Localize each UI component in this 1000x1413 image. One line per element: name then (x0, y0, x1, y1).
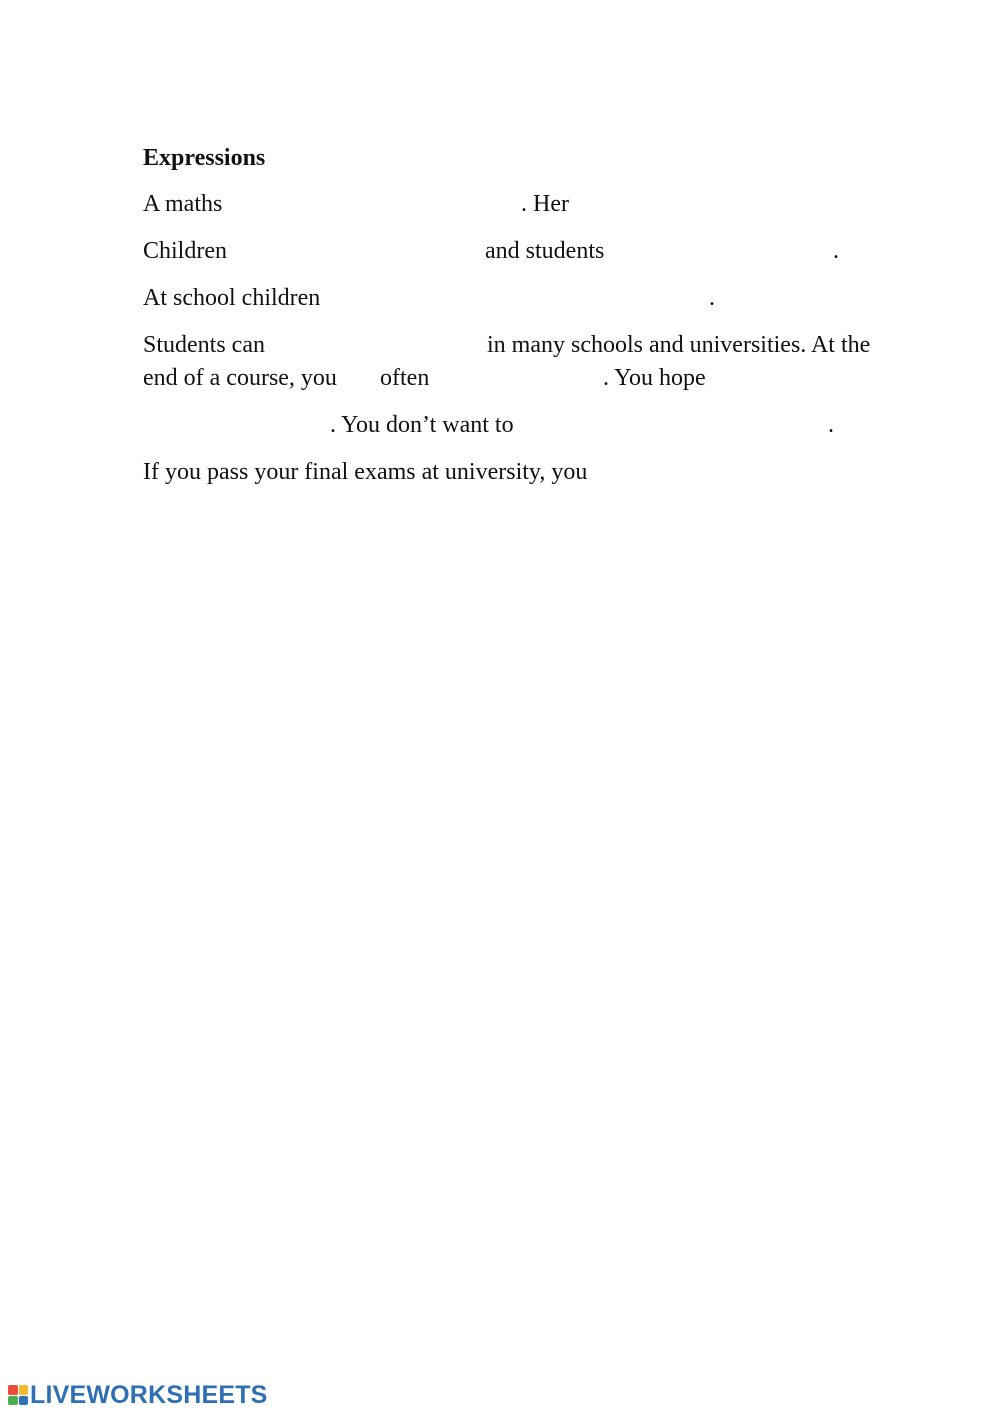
text-line-7 (143, 458, 587, 486)
text-segment: end of a course, you (143, 365, 337, 391)
text-segment: At school children (143, 285, 321, 311)
answer-blank[interactable] (238, 190, 516, 216)
text-segment: and students (485, 238, 605, 264)
answer-blank[interactable] (440, 364, 598, 390)
text-line-4 (143, 331, 265, 359)
answer-blank[interactable] (727, 364, 917, 390)
liveworksheets-logo-icon (8, 1385, 28, 1405)
answer-blank[interactable] (242, 237, 478, 263)
answer-blank[interactable] (624, 237, 828, 263)
text-line-2 (143, 237, 227, 265)
text-line-1-cont (521, 190, 569, 218)
text-line-2-cont (485, 237, 604, 265)
text-line-3-end (709, 284, 715, 312)
text-segment: . (828, 412, 834, 438)
text-line-4-cont (487, 331, 870, 359)
text-line-3 (143, 284, 320, 312)
text-segment: . (833, 238, 839, 264)
text-line-6-end (828, 411, 834, 439)
text-segment: . Her (521, 191, 569, 217)
text-segment: often (380, 365, 430, 391)
text-line-6 (330, 411, 514, 439)
text-line-1 (143, 190, 222, 218)
brand-text: LIVEWORKSHEETS (30, 1380, 268, 1409)
text-segment: If you pass your final exams at university, you (143, 459, 588, 485)
text-line-5 (143, 364, 337, 392)
answer-blank[interactable] (648, 458, 916, 484)
text-segment: A maths (143, 191, 223, 217)
heading: Expressions (143, 145, 266, 171)
text-segment: in many schools and universities. At the (487, 332, 871, 358)
answer-blank[interactable] (547, 411, 823, 437)
text-line-5-end (603, 364, 706, 392)
text-line-2-end (833, 237, 839, 265)
answer-blank[interactable] (582, 190, 912, 216)
answer-blank[interactable] (348, 284, 704, 310)
answer-blank[interactable] (284, 331, 482, 357)
text-line-5-cont (380, 364, 429, 392)
text-segment: . You hope (603, 365, 706, 391)
liveworksheets-logo (8, 1381, 268, 1409)
text-segment: Children (143, 238, 227, 264)
text-segment: Students can (143, 332, 265, 358)
text-segment: . (709, 285, 715, 311)
text-segment: . You don’t want to (330, 412, 514, 438)
answer-blank[interactable] (143, 411, 325, 437)
